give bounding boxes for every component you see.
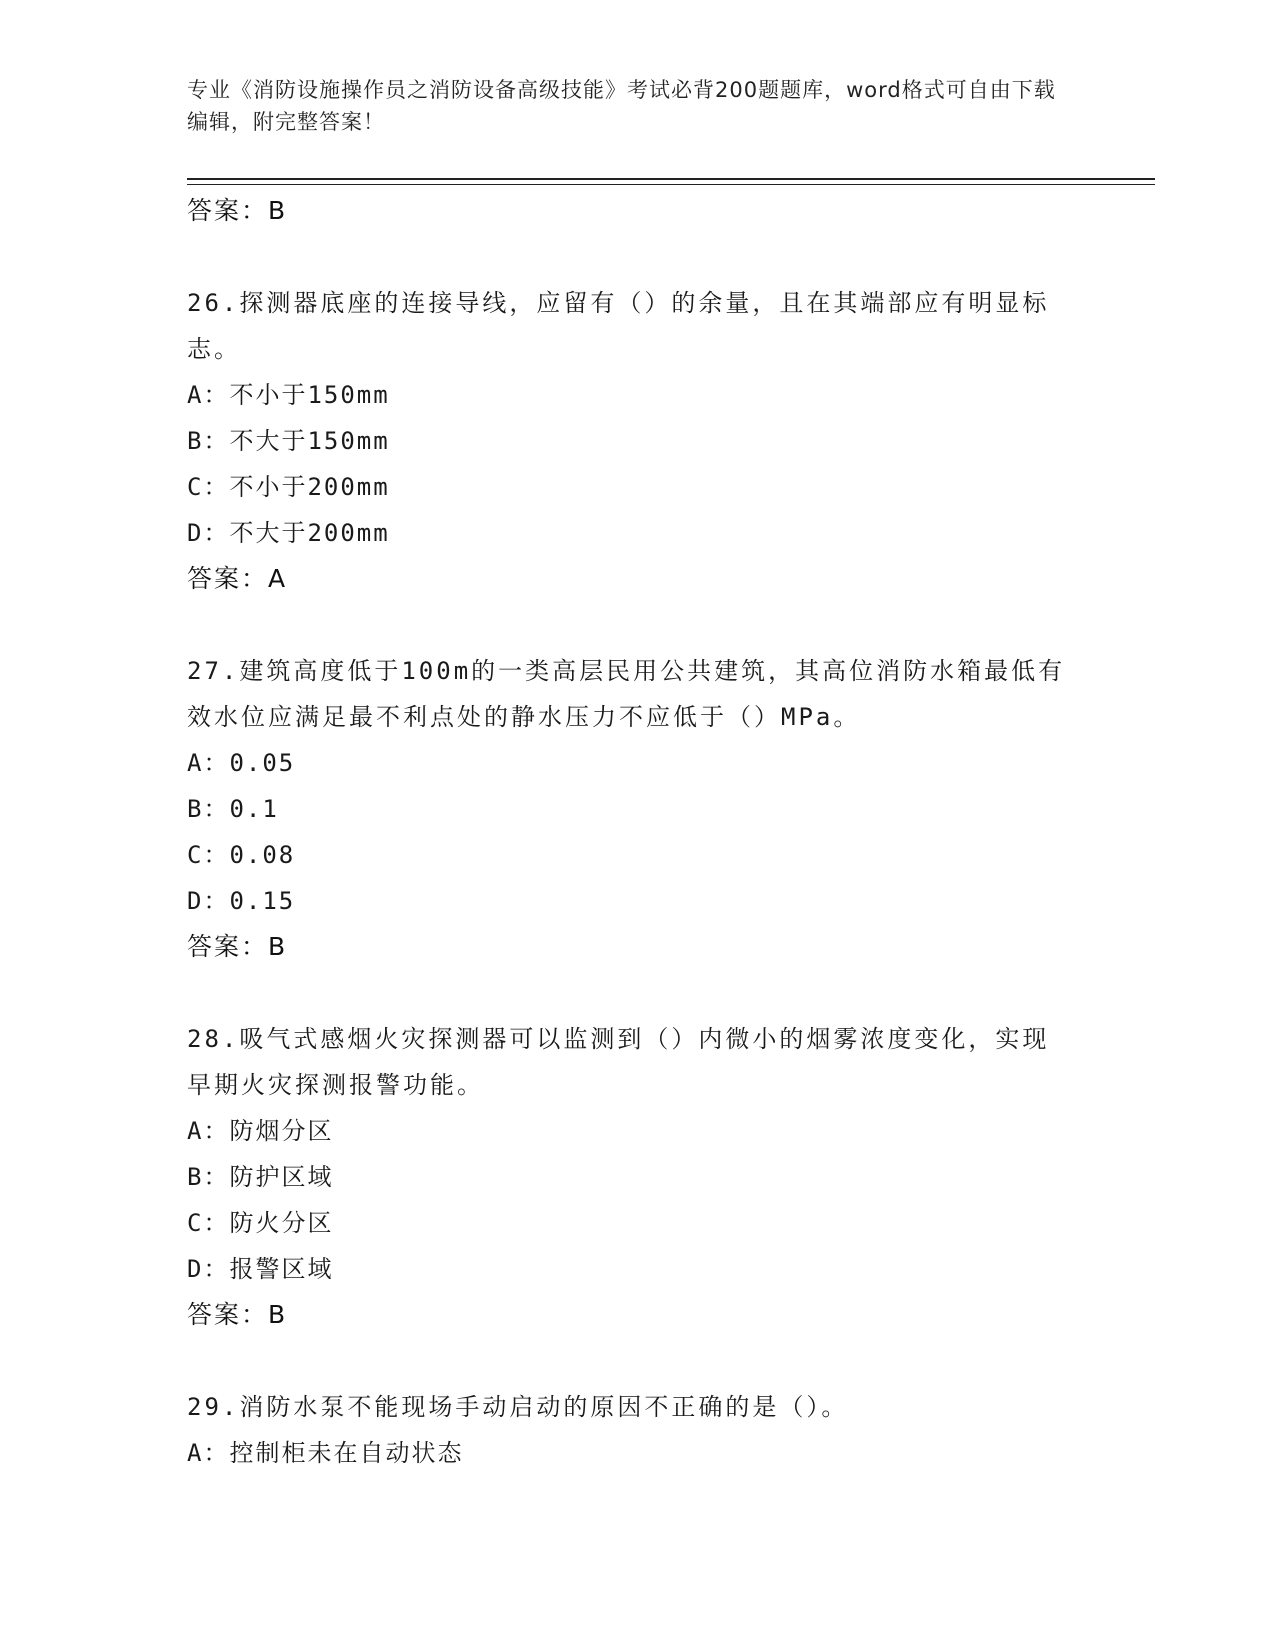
question-28 [187,1016,1087,1338]
question-stem: 28.吸气式感烟火灾探测器可以监测到（）内微小的烟雾浓度变化，实现早期火灾探测报警功能。 [187,1025,1050,1099]
option-d: D：不大于200mm [187,519,390,547]
header-divider-thin [187,184,1155,185]
option-a: A：0.05 [187,749,296,777]
option-c: C：防火分区 [187,1209,334,1237]
spacer [187,234,1087,280]
option-a: A：控制柜未在自动状态 [187,1439,464,1467]
question-29 [187,1384,1087,1476]
spacer [187,1338,1087,1384]
question-stem: 27.建筑高度低于100m的一类高层民用公共建筑，其高位消防水箱最低有效水位应满足最不利点处的静水压力不应低于（）MPa。 [187,657,1066,731]
answer-line: 答案：B [187,196,288,225]
option-b: B：防护区域 [187,1163,334,1191]
option-a: A：不小于150mm [187,381,390,409]
question-27 [187,648,1087,970]
option-d: D：0.15 [187,887,296,915]
option-c: C：不小于200mm [187,473,390,501]
answer-line: 答案：B [187,1300,288,1329]
answer-line: 答案：B [187,932,288,961]
spacer [187,970,1087,1016]
question-26 [187,280,1087,602]
header-text: 专业《消防设施操作员之消防设备高级技能》考试必背200题题库，word格式可自由下载编辑，附完整答案！ [187,78,1056,134]
option-a: A：防烟分区 [187,1117,334,1145]
spacer [187,602,1087,648]
header-divider-thick [187,178,1155,180]
question-list [187,188,1087,1476]
option-d: D：报警区域 [187,1255,334,1283]
option-b: B：不大于150mm [187,427,390,455]
answer-line: 答案：A [187,564,288,593]
option-b: B：0.1 [187,795,279,823]
option-c: C：0.08 [187,841,296,869]
document-header [187,74,1067,138]
question-stem: 26.探测器底座的连接导线，应留有（）的余量，且在其端部应有明显标志。 [187,289,1050,363]
question-stem: 29.消防水泵不能现场手动启动的原因不正确的是（）。 [187,1393,849,1421]
